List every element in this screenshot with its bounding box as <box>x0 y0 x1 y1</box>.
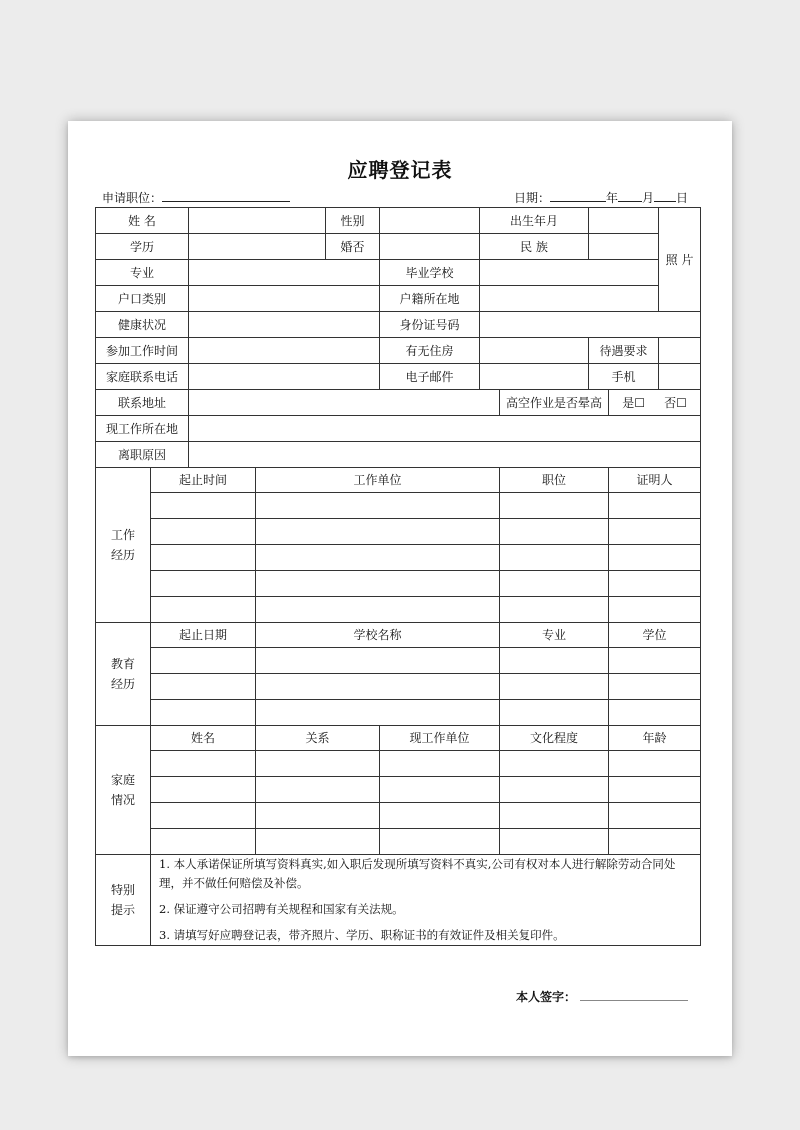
table-row <box>96 829 701 855</box>
birth-cell[interactable] <box>589 208 659 234</box>
date-field[interactable] <box>514 189 688 206</box>
work-cell[interactable] <box>500 597 609 623</box>
education-label: 学历 <box>96 234 189 260</box>
hukou-type-label: 户口类别 <box>96 286 189 312</box>
family-col-education: 文化程度 <box>500 726 609 751</box>
row-address <box>96 390 701 416</box>
row-health <box>96 312 701 338</box>
email-label: 电子邮件 <box>380 364 480 390</box>
family-section-label: 家庭 情况 <box>96 726 151 855</box>
note-item-2: 2. 保证遵守公司招聘有关规程和国家有关法规。 <box>159 902 404 916</box>
table-row <box>96 571 701 597</box>
edu-cell[interactable] <box>500 648 609 674</box>
home-phone-cell[interactable] <box>189 364 380 390</box>
table-row <box>96 493 701 519</box>
health-cell[interactable] <box>189 312 380 338</box>
table-row <box>96 700 701 726</box>
edu-cell[interactable] <box>151 674 256 700</box>
month-label: 月 <box>642 191 655 205</box>
marriage-label: 婚否 <box>326 234 380 260</box>
family-cell[interactable] <box>609 803 701 829</box>
family-cell[interactable] <box>256 751 380 777</box>
major-cell[interactable] <box>189 260 380 286</box>
work-col-period: 起止时间 <box>151 468 256 493</box>
position-label: 申请职位： <box>102 191 163 205</box>
family-cell[interactable] <box>500 829 609 855</box>
work-start-label: 参加工作时间 <box>96 338 189 364</box>
family-cell[interactable] <box>500 803 609 829</box>
work-cell[interactable] <box>500 493 609 519</box>
marriage-cell[interactable] <box>380 234 480 260</box>
work-cell[interactable] <box>151 597 256 623</box>
family-cell[interactable] <box>151 829 256 855</box>
family-cell[interactable] <box>151 803 256 829</box>
family-col-employer: 现工作单位 <box>380 726 500 751</box>
id-number-cell[interactable] <box>480 312 701 338</box>
position-field[interactable] <box>102 189 290 206</box>
housing-label: 有无住房 <box>380 338 480 364</box>
work-cell[interactable] <box>609 519 701 545</box>
note-item-1: 1. 本人承诺保证所填写资料真实,如入职后发现所填写资料不真实,公司有权对本人进行解除劳动合同处理，并不做任何赔偿及补偿。 <box>159 857 676 890</box>
day-label: 日 <box>676 191 689 205</box>
housing-cell[interactable] <box>480 338 589 364</box>
hukou-place-label: 户籍所在地 <box>380 286 480 312</box>
note-item-3: 3. 请填写好应聘登记表，带齐照片、学历、职称证书的有效证件及相关复印件。 <box>159 928 565 942</box>
family-cell[interactable] <box>380 829 500 855</box>
name-cell[interactable] <box>189 208 326 234</box>
salary-req-label: 待遇要求 <box>589 338 659 364</box>
hukou-place-cell[interactable] <box>480 286 659 312</box>
salary-req-cell[interactable] <box>659 338 701 364</box>
row-name <box>96 208 701 234</box>
edu-section-label: 教育 经历 <box>96 623 151 726</box>
family-cell[interactable] <box>256 803 380 829</box>
family-cell[interactable] <box>380 803 500 829</box>
work-cell[interactable] <box>256 545 500 571</box>
major-label: 专业 <box>96 260 189 286</box>
leave-reason-cell[interactable] <box>189 442 701 468</box>
edu-col-school: 学校名称 <box>256 623 500 648</box>
work-cell[interactable] <box>151 493 256 519</box>
ethnicity-label: 民 族 <box>480 234 589 260</box>
table-row <box>96 545 701 571</box>
edu-cell[interactable] <box>151 648 256 674</box>
work-start-cell[interactable] <box>189 338 380 364</box>
edu-header-row <box>96 623 701 648</box>
family-cell[interactable] <box>609 777 701 803</box>
signature-line[interactable] <box>580 990 688 1001</box>
address-label: 联系地址 <box>96 390 189 416</box>
work-cell[interactable] <box>151 519 256 545</box>
school-cell[interactable] <box>480 260 659 286</box>
edu-cell[interactable] <box>500 700 609 726</box>
heights-label: 高空作业是否晕高 <box>500 390 609 416</box>
photo-box[interactable]: 照 片 <box>659 208 701 312</box>
work-cell[interactable] <box>256 519 500 545</box>
row-phone <box>96 364 701 390</box>
edu-cell[interactable] <box>151 700 256 726</box>
notes-content <box>151 855 701 946</box>
month-blank[interactable] <box>618 190 642 202</box>
mobile-label: 手机 <box>589 364 659 390</box>
edu-cell[interactable] <box>500 674 609 700</box>
birth-label: 出生年月 <box>480 208 589 234</box>
edu-cell[interactable] <box>609 648 701 674</box>
work-cell[interactable] <box>256 493 500 519</box>
work-header-row <box>96 468 701 493</box>
signature-label: 本人签字： <box>516 990 577 1004</box>
work-cell[interactable] <box>151 571 256 597</box>
family-cell[interactable] <box>609 829 701 855</box>
registration-form <box>95 207 701 946</box>
year-blank[interactable] <box>550 190 606 202</box>
work-cell[interactable] <box>609 493 701 519</box>
current-location-label: 现工作所在地 <box>96 416 189 442</box>
work-section-label: 工作 经历 <box>96 468 151 623</box>
table-row <box>96 648 701 674</box>
work-cell[interactable] <box>500 571 609 597</box>
family-cell[interactable] <box>609 751 701 777</box>
notes-section-label: 特别 提示 <box>96 855 151 946</box>
edu-col-degree: 学位 <box>609 623 701 648</box>
family-cell[interactable] <box>500 751 609 777</box>
gender-cell[interactable] <box>380 208 480 234</box>
row-work-start <box>96 338 701 364</box>
work-cell[interactable] <box>609 571 701 597</box>
hukou-type-cell[interactable] <box>189 286 380 312</box>
home-phone-label: 家庭联系电话 <box>96 364 189 390</box>
work-cell[interactable] <box>256 571 500 597</box>
family-cell[interactable] <box>256 829 380 855</box>
family-col-age: 年龄 <box>609 726 701 751</box>
table-row <box>96 803 701 829</box>
page-title: 应聘登记表 <box>347 158 453 182</box>
leave-reason-label: 离职原因 <box>96 442 189 468</box>
yes-checkbox[interactable]: 是☐ <box>622 395 645 410</box>
edu-col-major: 专业 <box>500 623 609 648</box>
row-current-location <box>96 416 701 442</box>
edu-col-period: 起止日期 <box>151 623 256 648</box>
row-education <box>96 234 701 260</box>
health-label: 健康状况 <box>96 312 189 338</box>
family-col-relation: 关系 <box>256 726 380 751</box>
year-label: 年 <box>606 191 619 205</box>
work-col-reference: 证明人 <box>609 468 701 493</box>
edu-cell[interactable] <box>609 700 701 726</box>
email-cell[interactable] <box>480 364 589 390</box>
family-cell[interactable] <box>151 777 256 803</box>
gender-label: 性别 <box>326 208 380 234</box>
work-cell[interactable] <box>500 545 609 571</box>
work-cell[interactable] <box>609 545 701 571</box>
school-label: 毕业学校 <box>380 260 480 286</box>
family-col-name: 姓名 <box>151 726 256 751</box>
family-cell[interactable] <box>256 777 380 803</box>
work-cell[interactable] <box>256 597 500 623</box>
edu-cell[interactable] <box>256 648 500 674</box>
signature-field[interactable] <box>516 988 688 1005</box>
work-cell[interactable] <box>609 597 701 623</box>
address-cell[interactable] <box>189 390 500 416</box>
name-label: 姓 名 <box>96 208 189 234</box>
education-cell[interactable] <box>189 234 326 260</box>
id-number-label: 身份证号码 <box>380 312 480 338</box>
no-checkbox[interactable]: 否☐ <box>664 395 687 410</box>
day-blank[interactable] <box>654 190 676 202</box>
row-leave-reason <box>96 442 701 468</box>
date-label: 日期： <box>514 191 551 205</box>
family-cell[interactable] <box>380 751 500 777</box>
work-cell[interactable] <box>151 545 256 571</box>
row-major <box>96 260 701 286</box>
work-col-employer: 工作单位 <box>256 468 500 493</box>
row-hukou <box>96 286 701 312</box>
position-blank[interactable] <box>162 190 290 202</box>
family-cell[interactable] <box>500 777 609 803</box>
edu-cell[interactable] <box>256 700 500 726</box>
family-cell[interactable] <box>380 777 500 803</box>
current-location-cell[interactable] <box>189 416 701 442</box>
work-cell[interactable] <box>500 519 609 545</box>
work-col-position: 职位 <box>500 468 609 493</box>
table-row <box>96 597 701 623</box>
table-row <box>96 751 701 777</box>
family-header-row <box>96 726 701 751</box>
mobile-cell[interactable] <box>659 364 701 390</box>
table-row <box>96 519 701 545</box>
heights-choice[interactable] <box>609 390 701 416</box>
table-row <box>96 674 701 700</box>
edu-cell[interactable] <box>256 674 500 700</box>
edu-cell[interactable] <box>609 674 701 700</box>
table-row <box>96 777 701 803</box>
notes-row <box>96 855 701 946</box>
family-cell[interactable] <box>151 751 256 777</box>
ethnicity-cell[interactable] <box>589 234 659 260</box>
